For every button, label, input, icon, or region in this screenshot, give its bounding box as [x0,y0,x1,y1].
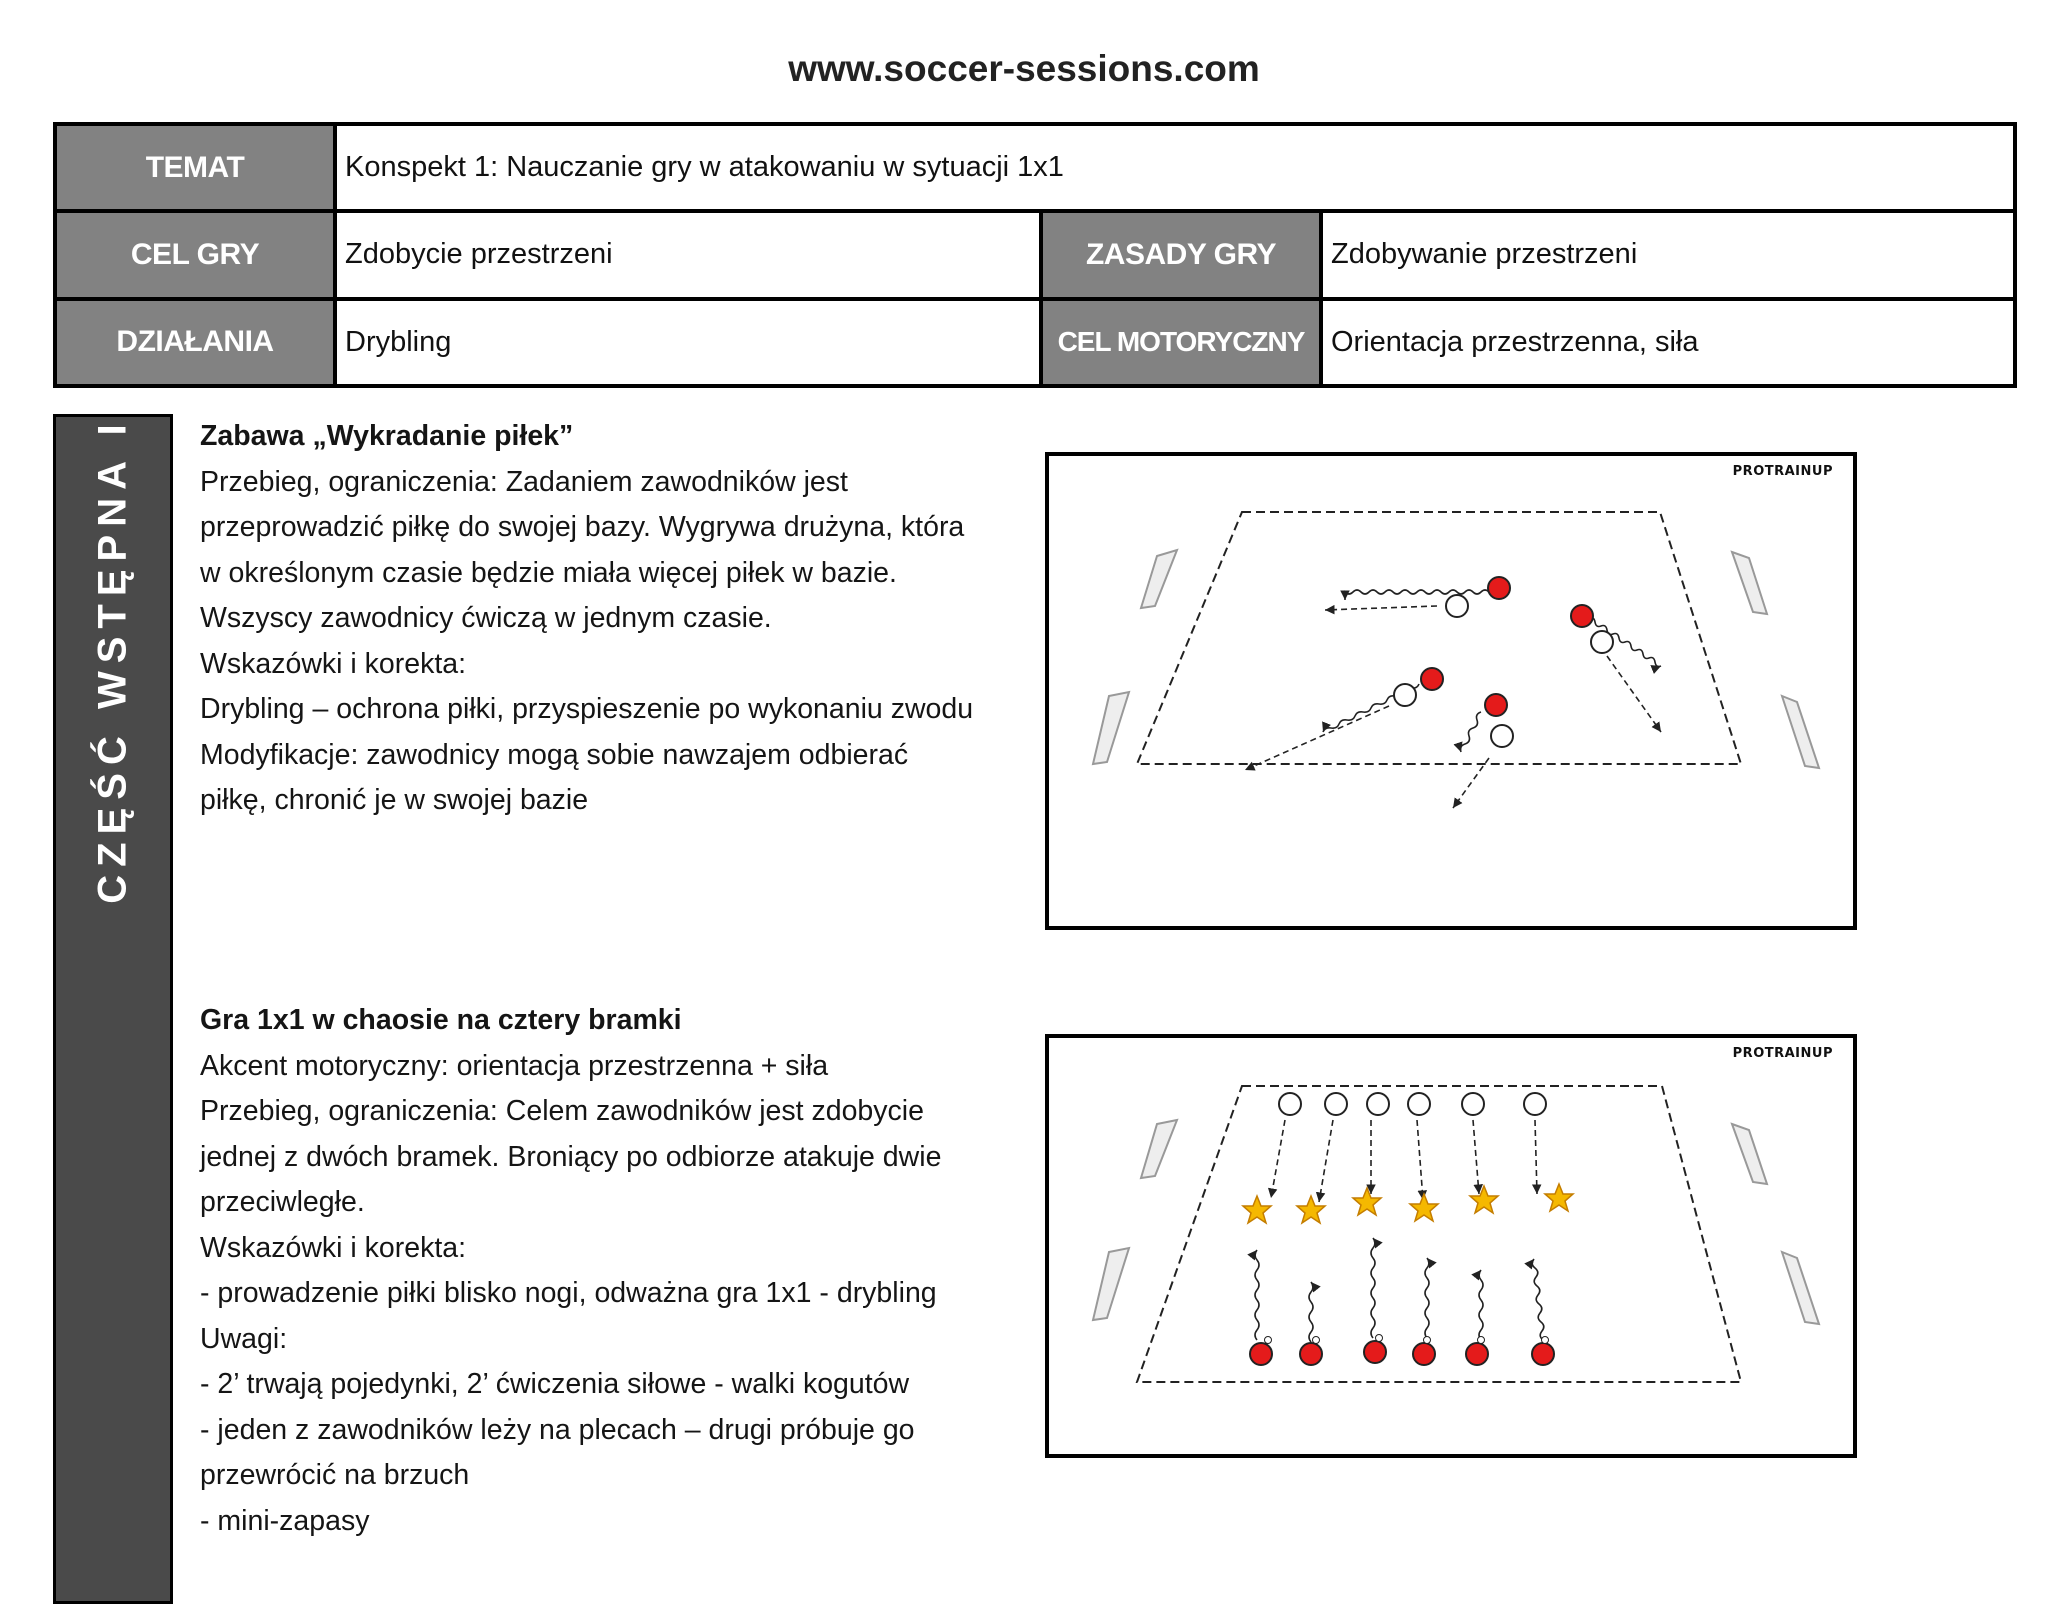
dribble-path [1532,1259,1544,1340]
dribble-path [1345,590,1489,600]
exercise-2-line: - jeden z zawodników leży na plecach – drugi próbuje go [200,1413,915,1446]
red-player [1466,1343,1488,1365]
pitch-outline [1137,1086,1741,1382]
dribble-path [1425,1258,1429,1338]
white-player [1446,595,1468,617]
exercise-2-line: jednej z dwóch bramek. Broniący po odbiorze atakuje dwie [200,1140,942,1173]
zasady-gry-label: ZASADY GRY [1041,211,1321,298]
red-player [1488,577,1510,599]
ball-icon [1478,1337,1485,1344]
exercise-2-title: Gra 1x1 w chaosie na cztery bramki [200,1004,682,1036]
exercise-1-line: Wskazówki i korekta: [200,647,467,680]
exercise-1-title: Zabawa „Wykradanie piłek” [200,420,574,452]
star-icon [1470,1186,1498,1213]
white-player [1367,1093,1389,1115]
red-player [1250,1343,1272,1365]
star-icon [1545,1184,1573,1211]
exercise-2-line: Akcent motoryczny: orientacja przestrzenna + siła [200,1049,829,1082]
dribble-path [1479,1270,1483,1340]
run-arrow [1245,706,1389,770]
white-player [1524,1093,1546,1115]
ball-icon [1313,1337,1320,1344]
site-url[interactable]: www.soccer-sessions.com [788,48,1260,89]
run-arrow [1535,1120,1537,1194]
diagram-1 [1045,452,1857,930]
white-player [1491,725,1513,747]
section-label: CZĘŚĆ WSTĘPNA I [90,416,135,904]
diagram-2-drawing [1049,1038,1853,1454]
exercise-1-line: piłkę, chronić je w swojej bazie [200,784,589,816]
ball-icon [1424,1337,1431,1344]
ball-icon [1542,1337,1549,1344]
dribble-path [1309,1282,1313,1342]
exercise-1-line: Drybling – ochrona piłki, przyspieszenie po wykonaniu zwodu [200,693,974,725]
ball-icon [1265,1337,1272,1344]
red-player [1532,1343,1554,1365]
red-player [1571,605,1593,627]
ball-icon [1376,1335,1383,1342]
exercise-2-line: przeciwległe. [200,1186,365,1218]
exercise-1-line: w określonym czasie będzie miała więcej piłek w bazie. [200,556,897,589]
exercise-1-line: Przebieg, ograniczenia: Zadaniem zawodników jest [200,465,848,498]
star-icon [1410,1194,1438,1221]
exercise-2-line: Uwagi: [200,1322,288,1355]
diagram-1-brand: PROTRAINUP [1732,464,1833,479]
exercise-2-line: - prowadzenie piłki blisko nogi, odważna gra 1x1 - drybling [200,1277,937,1309]
temat-value: Konspekt 1: Nauczanie gry w atakowaniu w sytuacji 1x1 [335,124,2015,211]
diagram-2 [1045,1034,1857,1458]
header-row-temat [55,124,2015,211]
header-row-cel-gry [55,211,2015,298]
exercise-1-line: Wszyscy zawodnicy ćwiczą w jednym czasie. [200,602,772,634]
run-arrow [1319,1120,1333,1202]
white-player [1462,1093,1484,1115]
run-arrow [1607,656,1661,732]
exercise-2-line: Przebieg, ograniczenia: Celem zawodników jest zdobycie [200,1095,924,1127]
exercise-2-line: Wskazówki i korekta: [200,1231,467,1264]
cel-motoryczny-label: CEL MOTORYCZNY [1041,299,1321,386]
dribble-path [1371,1238,1375,1338]
exercise-1-line: Modyfikacje: zawodnicy mogą sobie nawzajem odbierać [200,738,909,771]
white-player [1279,1093,1301,1115]
dribble-path [1255,1250,1259,1340]
star-icon [1243,1196,1271,1223]
dribble-path [1461,712,1482,752]
goal-icon [1093,1120,1819,1324]
exercise-2-line: przewrócić na brzuch [200,1459,470,1491]
run-arrow [1453,758,1489,808]
red-player [1421,668,1443,690]
session-header-table [53,122,2017,388]
diagram-2-brand: PROTRAINUP [1732,1046,1833,1061]
white-player [1394,684,1416,706]
run-arrow [1271,1120,1285,1198]
header-row-dzialania [55,299,2015,386]
white-player [1325,1093,1347,1115]
temat-label: TEMAT [55,124,335,211]
exercise-2-text [200,998,1040,1544]
star-icon [1297,1196,1325,1223]
cel-gry-value: Zdobycie przestrzeni [335,211,1041,298]
run-arrow [1417,1120,1423,1200]
zasady-gry-value: Zdobywanie przestrzeni [1321,211,2015,298]
white-player [1591,631,1613,653]
red-player [1485,694,1507,716]
goal-icon [1093,550,1819,768]
diagram-1-drawing [1049,456,1853,926]
red-player [1413,1343,1435,1365]
red-player [1300,1343,1322,1365]
dzialania-value: Drybling [335,299,1041,386]
exercise-2-line: - 2’ trwają pojedynki, 2’ ćwiczenia siłowe - walki kogutów [200,1368,910,1400]
cel-motoryczny-value: Orientacja przestrzenna, siła [1321,299,2015,386]
star-icon [1353,1188,1381,1215]
exercise-1-line: przeprowadzić piłkę do swojej bazy. Wygrywa drużyna, która [200,511,965,543]
run-arrow [1325,606,1437,610]
exercise-2-line: - mini-zapasy [200,1504,370,1537]
cel-gry-label: CEL GRY [55,211,335,298]
run-arrow [1473,1120,1479,1194]
exercise-1-text [200,414,1040,824]
white-player [1408,1093,1430,1115]
pitch-outline [1137,512,1741,764]
red-player [1364,1341,1386,1363]
dzialania-label: DZIAŁANIA [55,299,335,386]
